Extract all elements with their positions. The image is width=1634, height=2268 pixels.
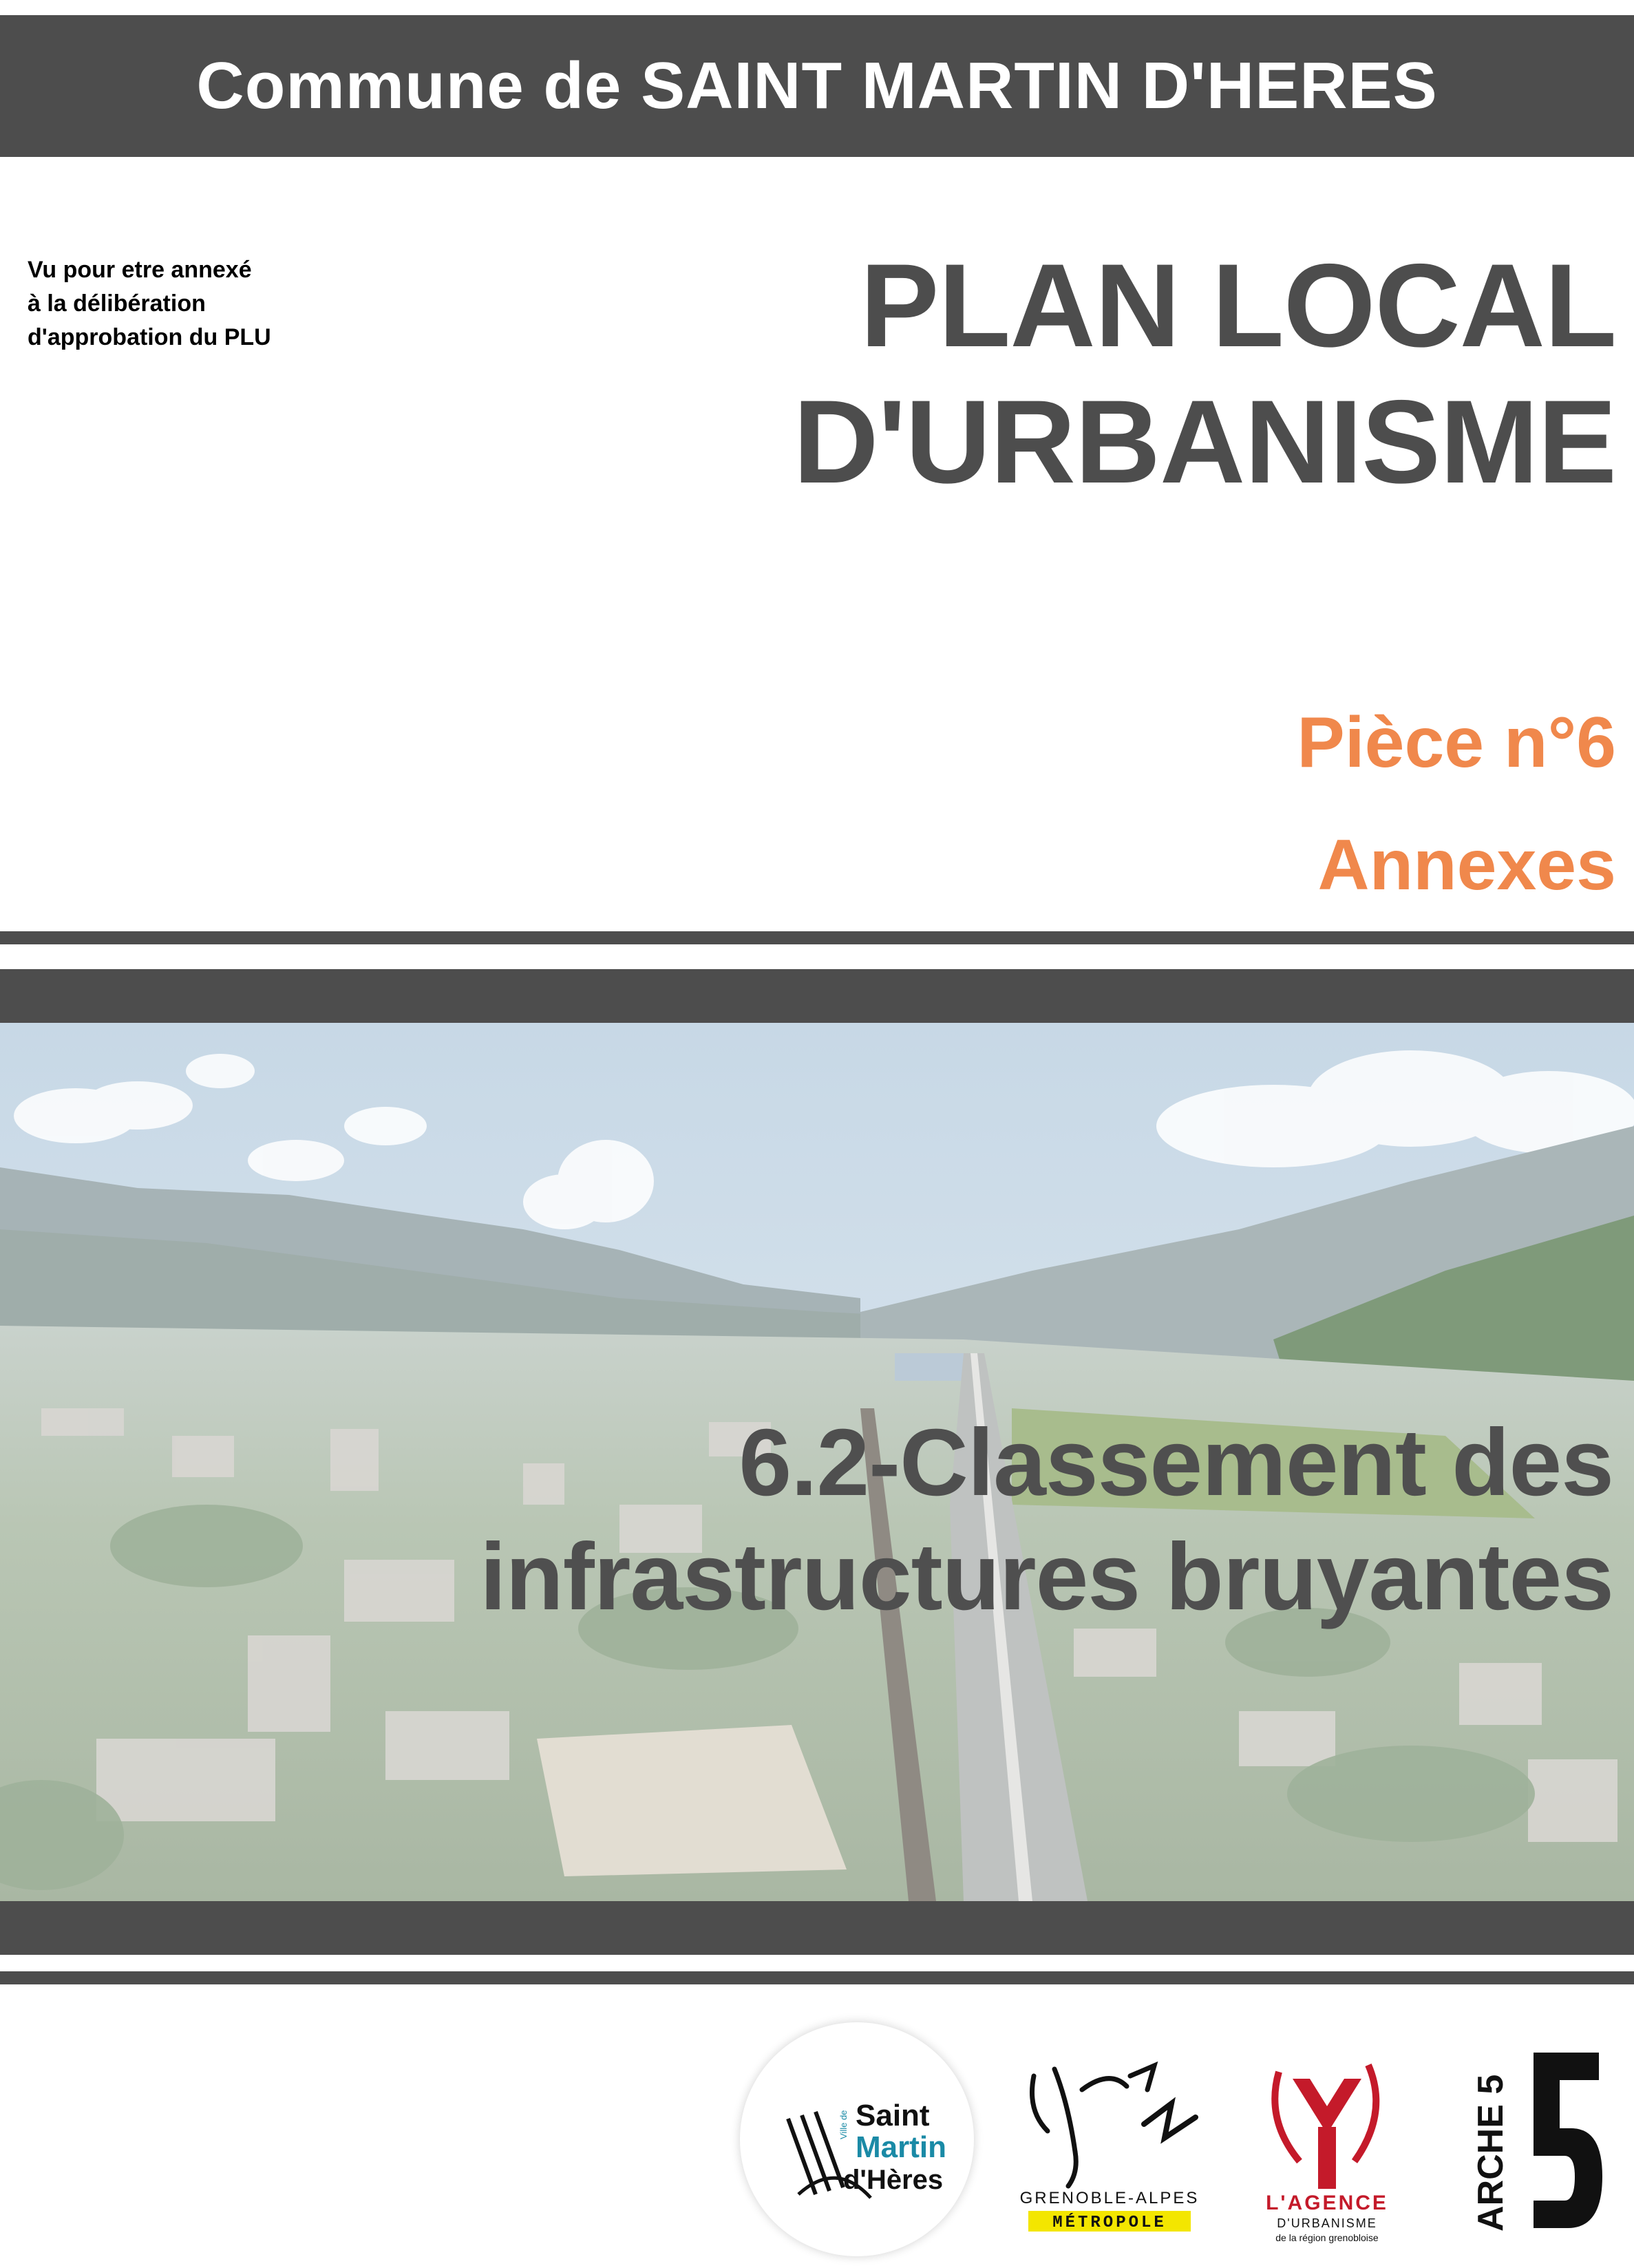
annex-note-line-3: d'approbation du PLU <box>28 324 271 350</box>
annex-note <box>28 253 372 354</box>
saint-martin-dheres-logo <box>740 2022 974 2256</box>
svg-text:ARCHE 5: ARCHE 5 <box>1471 2074 1511 2232</box>
svg-text:Ville de: Ville de <box>838 2110 849 2139</box>
document-title <box>446 237 1616 510</box>
separator-thin-top <box>0 931 1634 944</box>
arche-5-logo <box>1468 2046 1606 2238</box>
commune-title: Commune de SAINT MARTIN D'HERES <box>196 49 1438 123</box>
svg-text:GRENOBLE-ALPES: GRENOBLE-ALPES <box>1019 2189 1200 2207</box>
piece-type: Annexes <box>1317 825 1616 905</box>
annex-subject-title <box>237 1406 1613 1634</box>
separator-thick-top <box>0 969 1634 1023</box>
annex-note-line-1: Vu pour etre annexé <box>28 257 252 283</box>
svg-text:MÉTROPOLE: MÉTROPOLE <box>1052 2214 1167 2232</box>
separator-thin-bottom <box>0 1971 1634 1984</box>
piece-heading <box>790 681 1616 926</box>
annex-subject-line-1: 6.2-Classement des <box>739 1410 1613 1516</box>
svg-text:de la région grenobloise: de la région grenobloise <box>1275 2232 1379 2243</box>
piece-number: Pièce n°6 <box>1297 703 1616 783</box>
svg-text:D'URBANISME: D'URBANISME <box>1277 2216 1377 2230</box>
document-title-line-1: PLAN LOCAL <box>860 240 1616 372</box>
svg-text:d'Hères: d'Hères <box>843 2165 944 2195</box>
separator-thick-bottom <box>0 1901 1634 1955</box>
grenoble-alpes-metropole-logo <box>1006 2048 1213 2234</box>
svg-text:Martin: Martin <box>856 2130 946 2164</box>
document-title-line-2: D'URBANISME <box>793 376 1616 508</box>
annex-subject-line-2: infrastructures bruyantes <box>480 1524 1613 1630</box>
annex-note-line-2: à la délibération <box>28 290 206 317</box>
agence-urbanisme-logo <box>1251 2037 1403 2244</box>
svg-text:Saint: Saint <box>856 2099 930 2132</box>
svg-text:L'AGENCE: L'AGENCE <box>1266 2192 1388 2214</box>
